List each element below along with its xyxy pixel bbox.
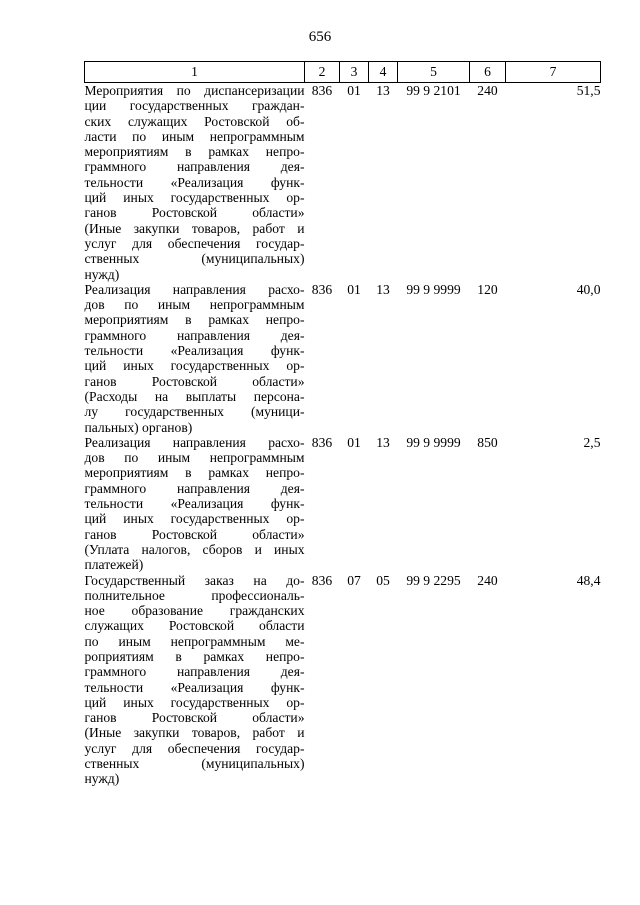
description-line: тельности «Реализация функ-	[84, 679, 305, 695]
table-row	[85, 435, 601, 573]
description-line: ций иных государственных ор-	[84, 190, 305, 206]
subsection-code: 13	[376, 83, 390, 98]
subsection-code: 13	[376, 281, 390, 297]
description-line: граммного направления дея-	[84, 159, 305, 175]
amount-value: 2,5	[583, 434, 601, 450]
ministry-code: 836	[311, 572, 333, 588]
ministry-code: 836	[311, 83, 333, 98]
description-line: ций иных государственных ор-	[84, 358, 305, 374]
row-description	[85, 573, 305, 787]
section-code: 07	[347, 572, 361, 588]
description-line: ственных (муниципальных)	[84, 251, 305, 267]
description-line: Мероприятия по диспансеризации	[84, 83, 305, 98]
target-article-code: 99 9 2101	[406, 83, 461, 98]
header-col-1: 1	[85, 62, 305, 83]
description-line: граммного направления дея-	[84, 664, 305, 680]
description-line: мероприятиям в рамках непро-	[84, 465, 305, 481]
description-line: ций иных государственных ор-	[84, 511, 305, 527]
description-line: Государственный заказ на до-	[84, 572, 305, 588]
page-number: 656	[308, 29, 332, 45]
description-line: нужд)	[84, 771, 120, 787]
row-description	[85, 83, 305, 282]
header-col-6: 6	[470, 62, 506, 83]
subsection-code: 05	[376, 572, 390, 588]
description-line: мероприятиям в рамках непро-	[84, 312, 305, 328]
description-line: (Иные закупки товаров, работ и	[84, 725, 305, 741]
description-line: Реализация направления расхо-	[84, 434, 305, 450]
description-line: ганов Ростовской области»	[84, 710, 305, 726]
description-line: ное образование гражданских	[84, 603, 305, 619]
header-col-3: 3	[340, 62, 369, 83]
description-line: ганов Ростовской области»	[84, 526, 305, 542]
target-article-code: 99 9 9999	[406, 281, 461, 297]
description-line: услуг для обеспечения государ-	[84, 740, 305, 756]
description-line: ганов Ростовской области»	[84, 205, 305, 221]
description-line: полнительное профессиональ-	[84, 587, 305, 603]
amount-value: 48,4	[576, 572, 601, 588]
section-code: 01	[347, 281, 361, 297]
expense-type-code: 240	[477, 83, 498, 98]
row-description	[85, 435, 305, 573]
description-line: тельности «Реализация функ-	[84, 343, 305, 359]
description-line: Реализация направления расхо-	[84, 281, 305, 297]
budget-table	[84, 61, 601, 787]
section-code: 01	[347, 83, 361, 98]
header-col-7: 7	[506, 62, 601, 83]
ministry-code: 836	[311, 434, 333, 450]
table-row	[85, 282, 601, 435]
description-line: дов по иным непрограммным	[84, 297, 305, 313]
description-line: роприятиям в рамках непро-	[84, 648, 305, 664]
expense-type-code: 850	[477, 434, 498, 450]
description-line: граммного направления дея-	[84, 327, 305, 343]
description-line: лу государственных (муници-	[84, 404, 305, 420]
description-line: платежей)	[84, 557, 144, 573]
description-line: граммного направления дея-	[84, 480, 305, 496]
description-line: ганов Ростовской области»	[84, 373, 305, 389]
description-line: ласти по иным непрограммным	[84, 128, 305, 144]
description-line: дов по иным непрограммным	[84, 450, 305, 466]
description-line: нужд)	[84, 266, 120, 282]
target-article-code: 99 9 9999	[406, 434, 461, 450]
section-code: 01	[347, 434, 361, 450]
description-line: пальных) органов)	[84, 419, 193, 435]
target-article-code: 99 9 2295	[406, 572, 461, 588]
header-col-5: 5	[398, 62, 470, 83]
description-line: мероприятиям в рамках непро-	[84, 144, 305, 160]
description-line: (Уплата налогов, сборов и иных	[84, 541, 305, 557]
table-row	[85, 83, 601, 282]
header-col-4: 4	[369, 62, 398, 83]
amount-value: 40,0	[576, 281, 601, 297]
expense-type-code: 120	[477, 281, 498, 297]
description-line: (Иные закупки товаров, работ и	[84, 220, 305, 236]
expense-type-code: 240	[477, 572, 498, 588]
row-description	[85, 282, 305, 435]
ministry-code: 836	[311, 281, 333, 297]
description-line: ских служащих Ростовской об-	[84, 113, 305, 129]
header-col-2: 2	[305, 62, 340, 83]
description-line: услуг для обеспечения государ-	[84, 235, 305, 251]
table-body	[85, 83, 601, 787]
description-line: ственных (муниципальных)	[84, 756, 305, 772]
amount-value: 51,5	[576, 83, 601, 98]
description-line: по иным непрограммным ме-	[84, 633, 305, 649]
description-line: ции государственных граждан-	[84, 98, 305, 114]
description-line: ций иных государственных ор-	[84, 694, 305, 710]
header-row	[85, 62, 601, 83]
subsection-code: 13	[376, 434, 390, 450]
description-line: тельности «Реализация функ-	[84, 496, 305, 512]
description-line: служащих Ростовской области	[84, 618, 305, 634]
description-line: (Расходы на выплаты персона-	[84, 388, 305, 404]
table-row	[85, 573, 601, 787]
description-line: тельности «Реализация функ-	[84, 174, 305, 190]
